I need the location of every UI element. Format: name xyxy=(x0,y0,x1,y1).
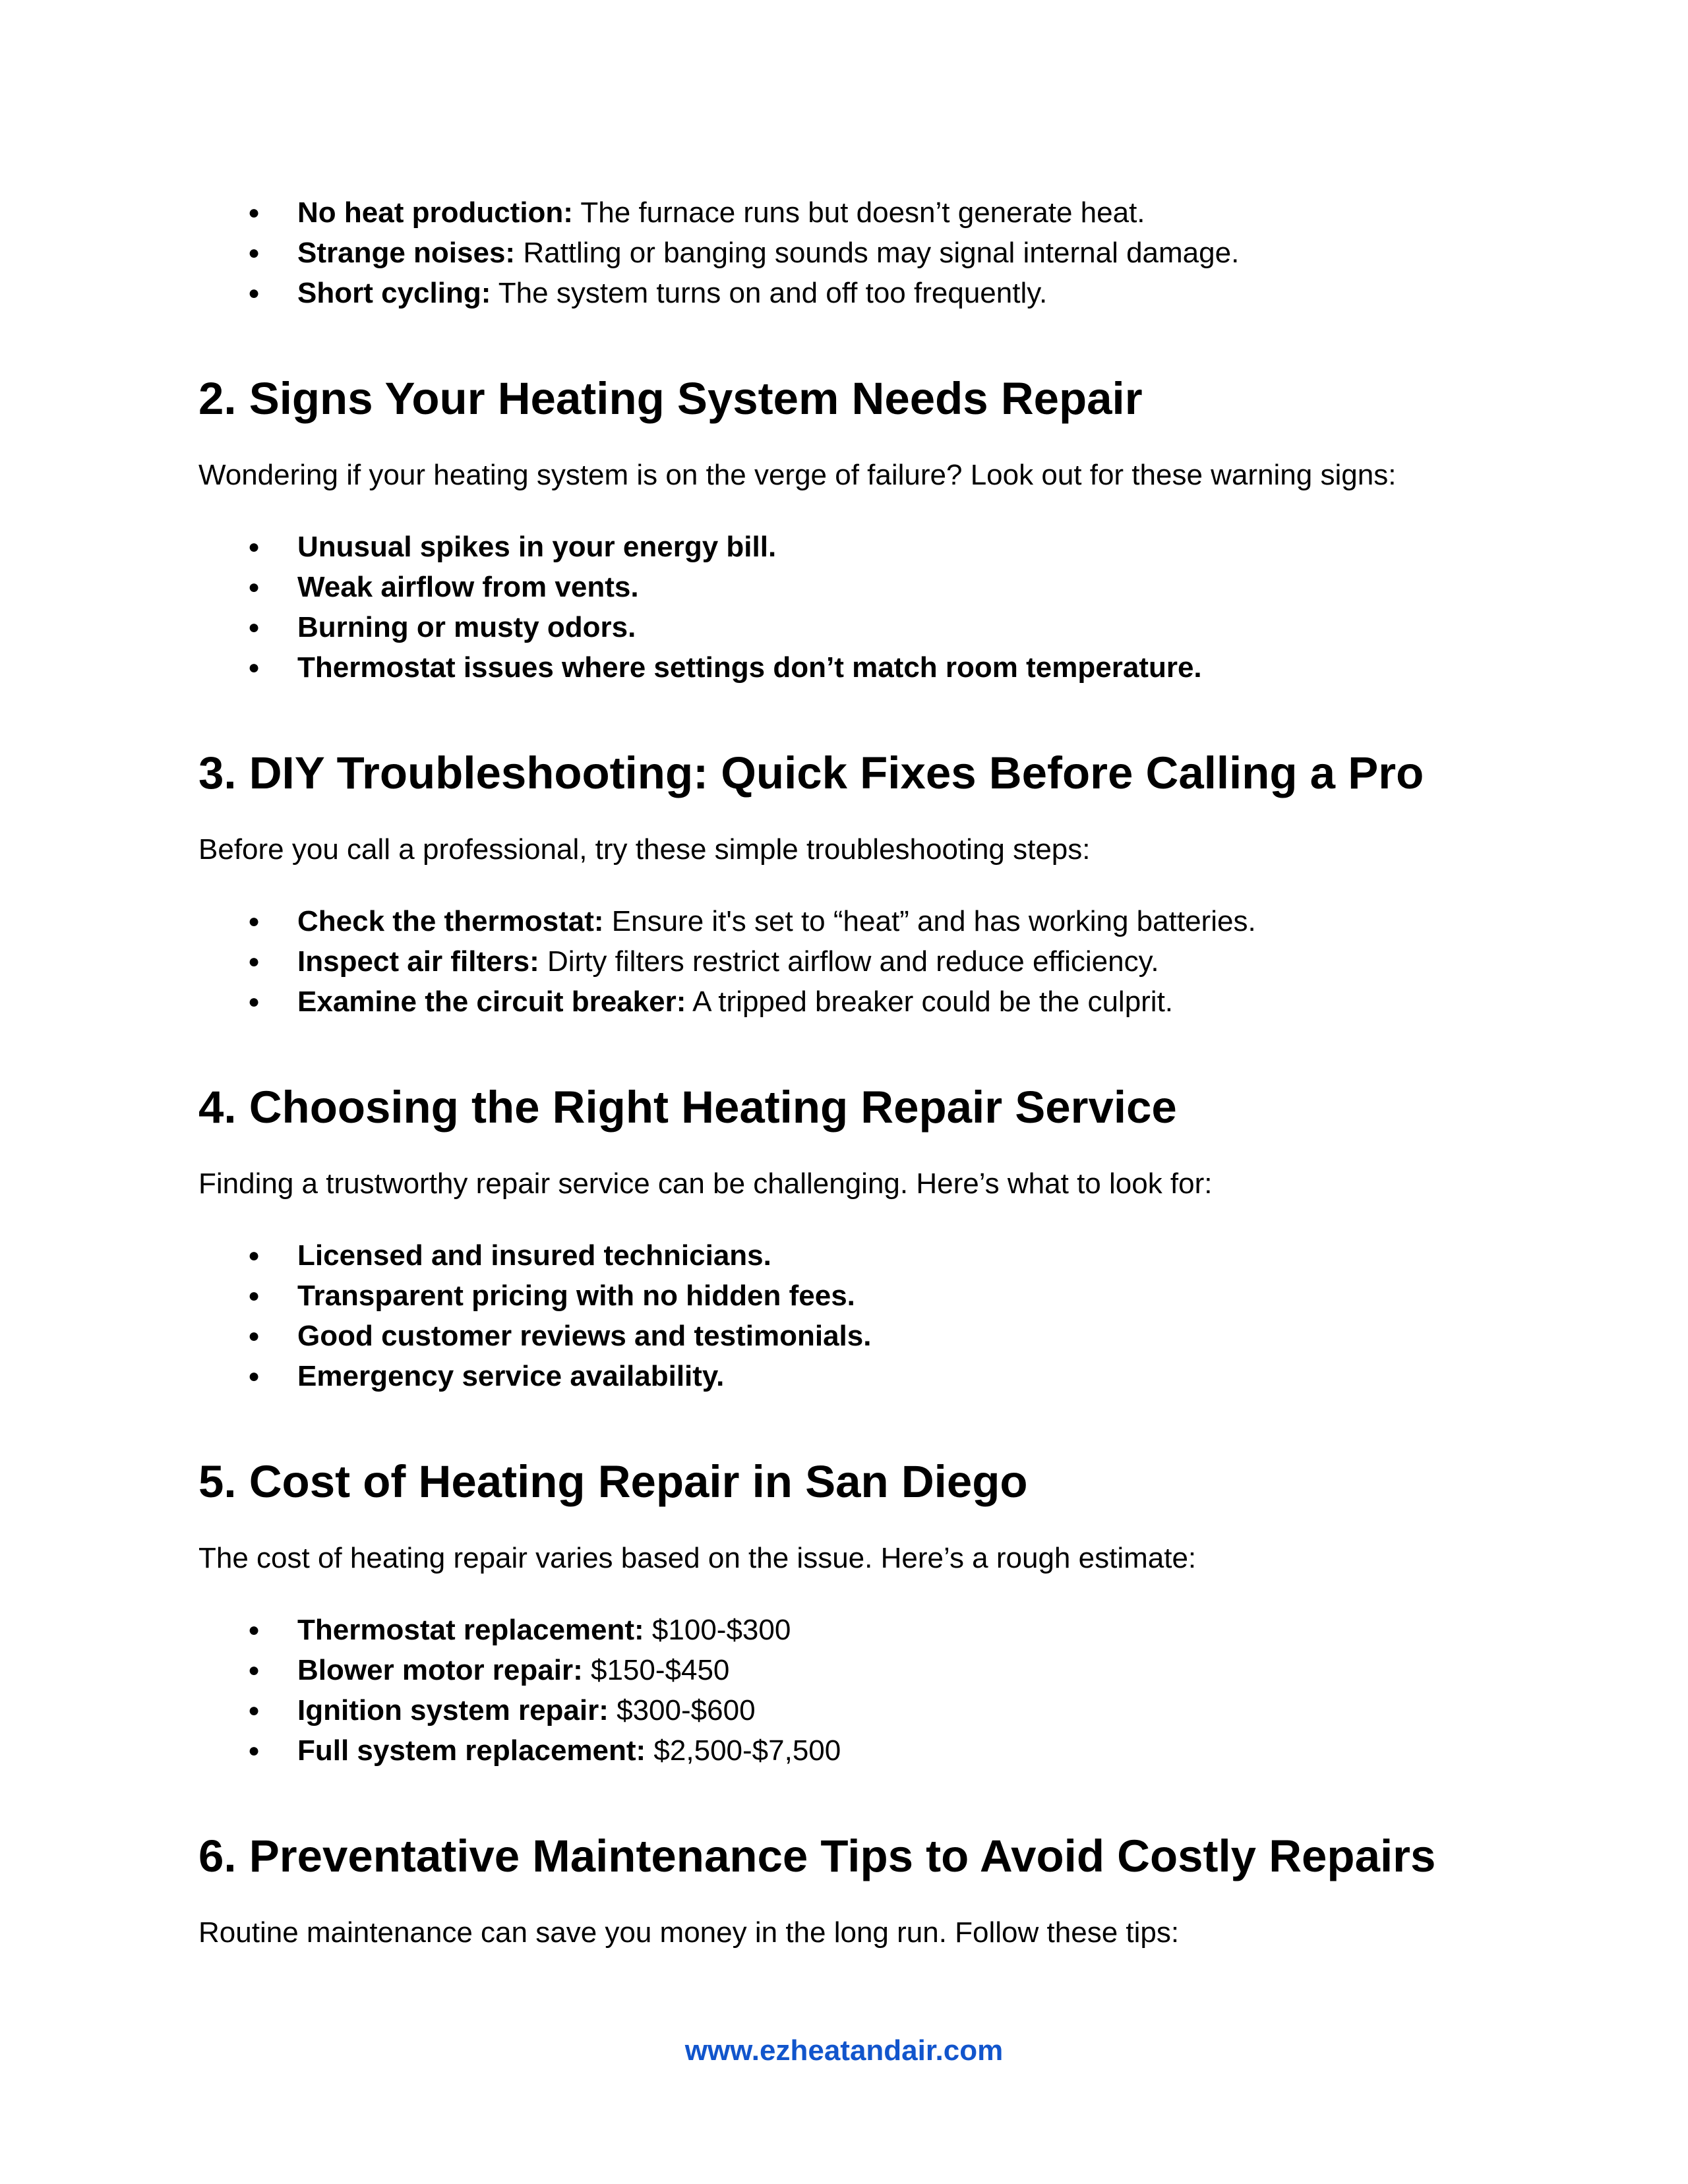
list-item xyxy=(198,1730,1517,1771)
list-item xyxy=(198,233,1517,273)
list-item xyxy=(198,901,1517,941)
intro-bullet-list xyxy=(198,192,1517,313)
list-item: ● Good customer reviews and testimonials. xyxy=(198,1316,1517,1356)
list-item xyxy=(198,192,1517,233)
section-heading: 2. Signs Your Heating System Needs Repair xyxy=(198,373,1143,424)
section-heading: 5. Cost of Heating Repair in San Diego xyxy=(198,1456,1028,1507)
document-body xyxy=(198,192,1517,1953)
item-text: $2,500-$7,500 xyxy=(646,1734,841,1767)
section-heading: 3. DIY Troubleshooting: Quick Fixes Before Calling a Pro xyxy=(198,748,1424,798)
item-lead: No heat production: xyxy=(297,196,573,229)
section-intro: Routine maintenance can save you money in the long run. Follow these tips: xyxy=(198,1916,1180,1949)
item-lead: Check the thermostat: xyxy=(297,905,604,937)
item-lead: Strange noises: xyxy=(297,237,516,269)
list-item: ● Thermostat issues where settings don’t match room temperature. xyxy=(198,647,1517,688)
item-text: $150-$450 xyxy=(582,1654,730,1686)
section-heading: 6. Preventative Maintenance Tips to Avoid Costly Repairs xyxy=(198,1831,1436,1881)
list-item xyxy=(198,1610,1517,1650)
footer-website-link[interactable]: www.ezheatandair.com xyxy=(684,2034,1004,2067)
list-item: ● Transparent pricing with no hidden fees. xyxy=(198,1276,1517,1316)
section-intro: Wondering if your heating system is on the verge of failure? Look out for these warning signs: xyxy=(198,459,1397,491)
item-lead: Thermostat replacement: xyxy=(297,1614,644,1646)
troubleshooting-list xyxy=(198,901,1517,1022)
list-item: ● Weak airflow from vents. xyxy=(198,567,1517,607)
item-text: $100-$300 xyxy=(644,1614,791,1646)
list-item xyxy=(198,941,1517,982)
item-text: Rattling or banging sounds may signal internal damage. xyxy=(515,237,1240,269)
item-text: $300-$600 xyxy=(608,1694,756,1727)
item-text: Dirty filters restrict airflow and reduce efficiency. xyxy=(539,945,1159,978)
item-text: Ensure it's set to “heat” and has working batteries. xyxy=(603,905,1256,937)
item-text: A tripped breaker could be the culprit. xyxy=(686,986,1174,1018)
list-item: ● Unusual spikes in your energy bill. xyxy=(198,527,1517,567)
section-intro: The cost of heating repair varies based on the issue. Here’s a rough estimate: xyxy=(198,1542,1197,1574)
item-text: The furnace runs but doesn’t generate heat. xyxy=(572,196,1145,229)
list-item xyxy=(198,1690,1517,1730)
item-lead: Ignition system repair: xyxy=(297,1694,609,1727)
list-item: ● Burning or musty odors. xyxy=(198,607,1517,647)
item-lead: Examine the circuit breaker: xyxy=(297,986,686,1018)
warning-signs-list xyxy=(198,527,1517,688)
item-text: The system turns on and off too frequently. xyxy=(491,277,1048,309)
section-intro: Finding a trustworthy repair service can be challenging. Here’s what to look for: xyxy=(198,1167,1213,1200)
list-item: ● Emergency service availability. xyxy=(198,1356,1517,1396)
item-lead: Blower motor repair: xyxy=(297,1654,583,1686)
cost-estimate-list xyxy=(198,1610,1517,1771)
section-heading: 4. Choosing the Right Heating Repair Service xyxy=(198,1082,1177,1133)
item-lead: Inspect air filters: xyxy=(297,945,539,978)
item-lead: Short cycling: xyxy=(297,277,491,309)
list-item: ● Licensed and insured technicians. xyxy=(198,1235,1517,1276)
list-item xyxy=(198,1650,1517,1690)
list-item xyxy=(198,273,1517,313)
list-item xyxy=(198,982,1517,1022)
item-lead: Full system replacement: xyxy=(297,1734,646,1767)
section-intro: Before you call a professional, try these simple troubleshooting steps: xyxy=(198,833,1091,866)
service-criteria-list xyxy=(198,1235,1517,1396)
